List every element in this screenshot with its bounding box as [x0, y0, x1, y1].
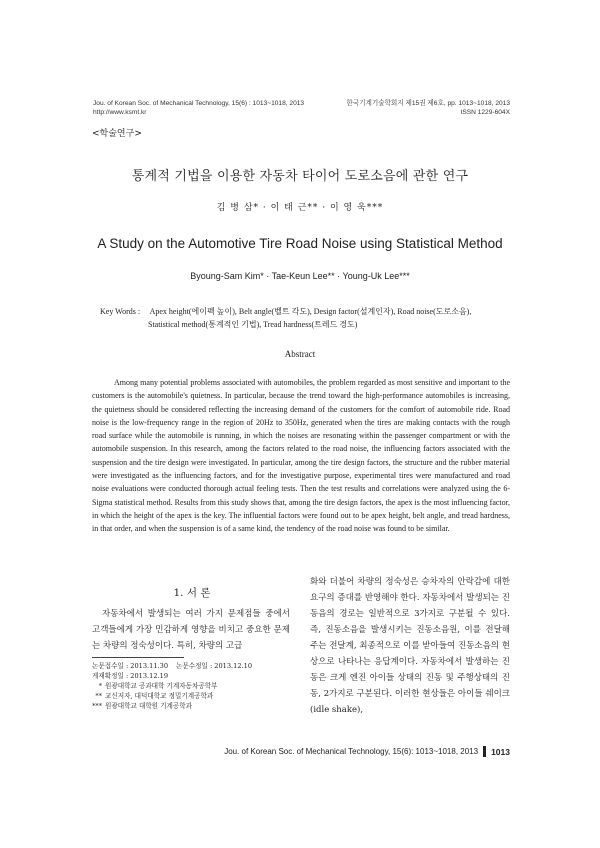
- section-heading-introduction: 1. 서 론: [173, 587, 211, 599]
- journal-url[interactable]: http://www.ksmt.kr: [93, 109, 147, 116]
- article-category: <학술연구>: [92, 129, 142, 139]
- accepted-date: 게재확정일 : 2013.12.19: [92, 672, 169, 680]
- affiliation-2: [92, 691, 292, 701]
- title-korean: 통계적 기법을 이용한 자동차 타이어 도로소음에 관한 연구: [131, 169, 469, 184]
- issn: ISSN 1229-604X: [460, 109, 510, 116]
- keywords-text2: Statistical method(통계적인 기법), Tread hardness(트레드 경도): [148, 320, 358, 329]
- keywords-line1: [100, 305, 520, 318]
- footnotes: [92, 661, 292, 711]
- footer-journal: Jou. of Korean Soc. of Mechanical Technology, 15(6): 1013~1018, 2013: [224, 747, 479, 756]
- authors-english: Byoung-Sam Kim* · Tae-Keun Lee** · Young-Uk Lee***: [190, 271, 410, 281]
- affiliation-1: [92, 681, 292, 691]
- affiliation-3-mark: ***: [92, 702, 102, 710]
- affiliation-2-text: 교신저자, 대덕대학교 정밀기계공학과: [105, 692, 214, 700]
- journal-header-left: [93, 99, 304, 117]
- intro-paragraph-right: 화와 더불어 차량의 정숙성은 승차자의 안락감에 대한 요구의 증대를 반영해야 한다. 자동차에서 발생되는 진동음의 경로는 일반적으로 3가지로 구분될 수 있다. 즉, 진동소음을 발생시키는 진동소음원, 이를 전달해 주는 전달계, 최종적으로 이를 받아들여 진동소음의 현상으로 나타나는 응답계이다. 자동차에서 발생하는 진동은 크게 엔진 아이들 상태의 진동 및 주행상태의 진동, 2가지로 구분된다. 이러한 현상들은 아이들 쉐이크(idle shake),: [310, 577, 510, 715]
- affiliation-3: [92, 701, 292, 711]
- authors-korean: 김 병 삼* · 이 태 근** · 이 영 욱***: [216, 203, 384, 213]
- journal-citation-ko: 한국기계기술학회지 제15권 제6호, pp. 1013~1018, 2013: [346, 100, 510, 107]
- journal-header-right: [346, 99, 510, 117]
- footer-separator-bar: [483, 746, 486, 757]
- revised-date: 논문수정일 : 2013.12.10: [176, 662, 253, 670]
- received-date: 논문접수일 : 2013.11.30: [92, 662, 169, 670]
- keywords-text1: Apex height(에이펙 높이), Belt angle(벨트 각도), Design factor(설계인자), Road noise(도로소음),: [149, 307, 472, 316]
- title-english: A Study on the Automotive Tire Road Noise using Statistical Method: [97, 236, 503, 251]
- footnote-divider: [92, 657, 184, 658]
- keywords: [100, 305, 520, 331]
- abstract-heading: Abstract: [284, 349, 316, 359]
- affiliation-1-text: 원광대학교 공과대학 기계자동차공학부: [105, 682, 218, 690]
- affiliation-2-mark: **: [95, 692, 102, 700]
- intro-paragraph-left: 자동차에서 발생되는 여러 가지 문제점들 중에서 고객들에게 가장 민감하게 영향을 비치고 중요한 문제는 차량의 정숙성이다. 특히, 차량의 고급: [92, 609, 290, 651]
- page-number: 1013: [491, 746, 510, 757]
- keywords-label: Key Words :: [100, 307, 141, 316]
- affiliation-3-text: 원광대학교 대학원 기계공학과: [105, 702, 192, 710]
- page-footer: [224, 746, 510, 757]
- abstract-body: Among many potential problems associated with automobiles, the problem regarded as most sensitive and important to the customers is the automobile's quietness. In particular, because the trend toward the high-performance automobiles is increasing, the quietness should be considered reflecting the increasing demand of the customers for the comfort of automobile ride. Road noise is the low-frequency range in the region of 20Hz to 350Hz, generated when the tires are making contacts with the rough road surface while the automobile is running, in which the noises are resonating within the passenger compartment or with the automobile suspension. In this research, among the factors related to the road noise, the influencing factors associated with the suspension and the tire design were investigated. In particular, among the tire design factors, the structure and the rubber material were investigated as the influencing factors, and for the investigative purpose, experimental tires were manufactured and road noise evaluations were conducted thorough actual feeling tests. Then the test results and correlations were analyzed using the 6-Sigma statistical method. Results from this study shows that, among the tire design factors, the apex is the most influencing factor, in which the height of the apex is the key. The influential factors were found out to be apex height, belt angle, and tread hardness, in that order, and when the suspension is of a same kind, the tendency of the road noise was found to be similar.: [92, 378, 510, 534]
- journal-citation-en: Jou. of Korean Soc. of Mechanical Technology, 15(6) : 1013~1018, 2013: [93, 100, 305, 107]
- footnote-dates-row: [92, 661, 292, 671]
- affiliation-1-mark: *: [98, 682, 102, 690]
